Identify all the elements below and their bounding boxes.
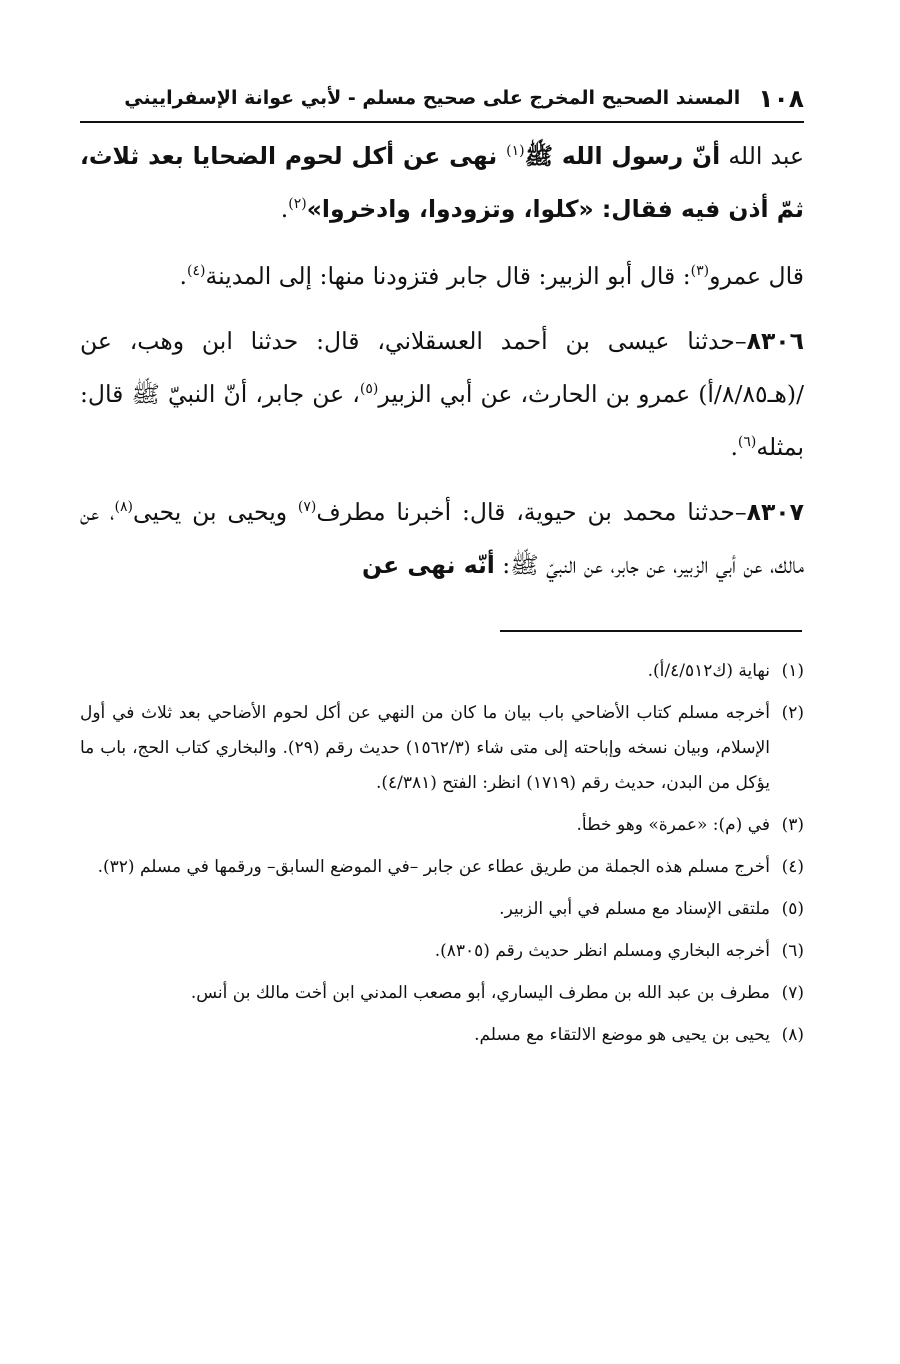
para4-c: ، عن مالك، عن أبي الزبير، عن جابر، عن النبيّ ﷺ: xyxy=(80,498,804,579)
footnote-6 xyxy=(80,934,804,969)
footnote-text: أخرجه مسلم كتاب الأضاحي باب بيان ما كان من النهي عن أكل لحوم الأضاحي بعد ثلاث في أول الإسلام، وبيان نسخه وإباحته إلى متى شاء (١٥٦٢/٣) حديث رقم (٢٩). والبخاري كتاب الحج، باب ما يؤكل من البدن، حديث رقم (١٧١٩) انظر: الفتح (٤/٣٨١). xyxy=(80,703,770,793)
paragraph-2 xyxy=(80,250,804,303)
footnote-ref-2: (٢) xyxy=(288,196,307,213)
footnote-marker: (١) xyxy=(781,661,804,681)
footnote-ref-4: (٤) xyxy=(187,263,206,280)
para1-bold-a: أنّ رسول الله ﷺ xyxy=(524,142,721,170)
footnote-separator xyxy=(500,630,802,632)
footnote-marker: (٢) xyxy=(781,703,804,723)
footnote-marker: (٦) xyxy=(781,941,804,961)
hadith-number-8307: ٨٣٠٧ xyxy=(746,498,804,526)
footnote-text: نهاية (ك٤/٥١٢/أ). xyxy=(647,661,770,681)
footnote-marker: (٥) xyxy=(781,899,804,919)
footnote-7 xyxy=(80,976,804,1011)
footnote-marker: (٧) xyxy=(781,983,804,1003)
footnote-ref-6: (٦) xyxy=(737,434,757,451)
footnote-text: أخرج مسلم هذه الجملة من طريق عطاء عن جابر –في الموضع السابق– ورقمها في مسلم (٣٢). xyxy=(97,857,770,877)
para4-b: ويحيى بن يحيى xyxy=(132,498,298,526)
footnote-5 xyxy=(80,892,804,927)
footnote-text: ملتقى الإسناد مع مسلم في أبي الزبير. xyxy=(499,899,770,919)
para3-end: . xyxy=(730,433,738,461)
para4-a: –حدثنا محمد بن حيوية، قال: أخبرنا مطرف xyxy=(316,498,747,526)
para1-lead: عبد الله xyxy=(720,142,804,170)
para3-b: ، عن جابر، أنّ النبيّ ﷺ قال: بمثله xyxy=(80,380,804,461)
footnote-ref-5: (٥) xyxy=(359,381,379,398)
footnote-2 xyxy=(80,696,804,801)
page-header xyxy=(80,78,804,118)
footnotes xyxy=(80,654,804,1060)
footnote-ref-3: (٣) xyxy=(690,263,710,280)
para2-b: : قال أبو الزبير: قال جابر فتزودنا منها: إلى المدينة xyxy=(205,262,691,290)
footnote-text: مطرف بن عبد الله بن مطرف اليساري، أبو مصعب المدني ابن أخت مالك بن أنس. xyxy=(190,983,770,1003)
footnote-1 xyxy=(80,654,804,689)
para3-a: –حدثنا عيسى بن أحمد العسقلاني، قال: حدثنا ابن وهب، عن /(هـ٨/٨٥/أ) عمرو بن الحارث، عن أبي الزبير xyxy=(80,327,804,408)
main-text xyxy=(80,130,804,604)
footnote-text: أخرجه البخاري ومسلم انظر حديث رقم (٨٣٠٥). xyxy=(434,941,770,961)
paragraph-1 xyxy=(80,130,804,236)
hadith-number-8306: ٨٣٠٦ xyxy=(746,327,804,355)
running-title: المسند الصحيح المخرج على صحيح مسلم - لأبي عوانة الإسفراييني xyxy=(124,87,741,109)
footnote-ref-1: (١) xyxy=(506,143,525,160)
footnote-text: في (م): «عمرة» وهو خطأ. xyxy=(576,815,770,835)
footnote-ref-8: (٨) xyxy=(114,499,133,516)
para4-bold-end: أنّه نهى عن xyxy=(362,551,495,579)
header-rule xyxy=(80,121,804,123)
footnote-marker: (٣) xyxy=(781,815,804,835)
page-number: ١٠٨ xyxy=(758,83,804,113)
footnote-3 xyxy=(80,808,804,843)
para2-end: . xyxy=(179,262,188,290)
footnote-4 xyxy=(80,850,804,885)
footnote-text: يحيى بن يحيى هو موضع الالتقاء مع مسلم. xyxy=(474,1025,770,1045)
para1-end: . xyxy=(280,195,289,223)
footnote-marker: (٨) xyxy=(781,1025,804,1045)
footnote-marker: (٤) xyxy=(781,857,804,877)
footnote-ref-7: (٧) xyxy=(297,499,317,516)
para2-a: قال عمرو xyxy=(709,262,804,290)
footnote-8 xyxy=(80,1018,804,1053)
hadith-8307 xyxy=(80,486,804,592)
para1-bold-b: نهى عن أكل لحوم الضحايا بعد ثلاث، ثمّ أذن فيه فقال: «كلوا، وتزودوا، وادخروا» xyxy=(80,142,804,223)
hadith-8306 xyxy=(80,315,804,474)
